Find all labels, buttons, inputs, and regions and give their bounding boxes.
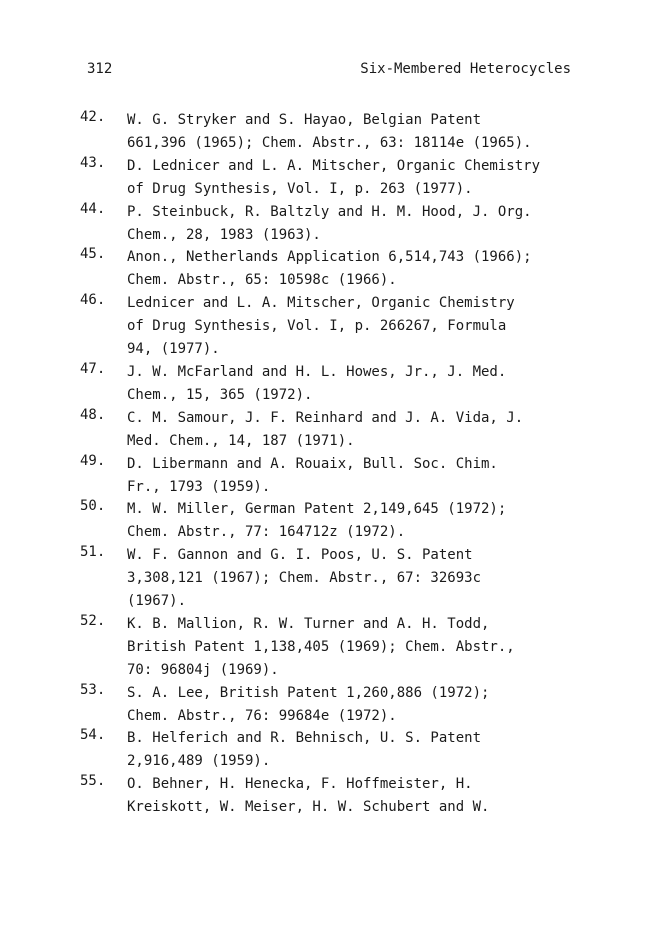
reference-item <box>0 682 651 728</box>
reference-item <box>0 498 651 544</box>
reference-line: 70: 96804j (1969). <box>127 661 279 678</box>
reference-number: 47. <box>80 360 106 377</box>
reference-item <box>0 201 651 247</box>
reference-line: B. Helferich and R. Behnisch, U. S. Patent <box>127 730 482 747</box>
reference-line: Chem. Abstr., 76: 99684e (1972). <box>127 707 397 724</box>
reference-line: of Drug Synthesis, Vol. I, p. 266267, Formula <box>127 318 507 335</box>
reference-text <box>127 498 597 544</box>
reference-text <box>127 155 597 201</box>
reference-text <box>127 613 597 682</box>
reference-text <box>127 246 597 292</box>
running-title: Six-Membered Heterocycles <box>360 61 571 77</box>
reference-line: of Drug Synthesis, Vol. I, p. 263 (1977). <box>127 180 473 197</box>
reference-line: S. A. Lee, British Patent 1,260,886 (1972); <box>127 684 490 701</box>
reference-item <box>0 613 651 682</box>
reference-number: 45. <box>80 246 106 263</box>
reference-line: (1967). <box>127 593 187 610</box>
reference-text <box>127 544 597 613</box>
reference-line: Chem., 15, 365 (1972). <box>127 386 313 403</box>
reference-item <box>0 246 651 292</box>
reference-item <box>0 544 651 613</box>
reference-line: British Patent 1,138,405 (1969); Chem. Abstr., <box>127 638 515 655</box>
reference-line: Anon., Netherlands Application 6,514,743 (1966); <box>127 249 532 266</box>
reference-text <box>127 109 597 155</box>
reference-line: J. W. McFarland and H. L. Howes, Jr., J. Med. <box>127 363 507 380</box>
reference-number: 42. <box>80 109 106 125</box>
reference-number: 55. <box>80 773 106 790</box>
reference-number: 52. <box>80 612 106 629</box>
reference-text <box>127 773 597 819</box>
reference-line: 2,916,489 (1959). <box>127 753 271 770</box>
reference-number: 51. <box>80 544 106 561</box>
reference-line: 661,396 (1965); Chem. Abstr., 63: 18114e (1965). <box>127 134 532 151</box>
reference-text <box>127 682 597 728</box>
reference-line: C. M. Samour, J. F. Reinhard and J. A. Vida, J. <box>127 409 524 426</box>
reference-item <box>0 453 651 499</box>
reference-text <box>127 361 597 407</box>
reference-line: K. B. Mallion, R. W. Turner and A. H. Todd, <box>127 615 490 632</box>
reference-number: 48. <box>80 406 106 423</box>
reference-list <box>0 109 651 819</box>
reference-item <box>0 155 651 201</box>
reference-line: O. Behner, H. Henecka, F. Hoffmeister, H. <box>127 776 473 793</box>
reference-line: M. W. Miller, German Patent 2,149,645 (1972); <box>127 501 507 518</box>
reference-text <box>127 292 597 361</box>
reference-number: 49. <box>80 452 106 469</box>
reference-line: Chem., 28, 1983 (1963). <box>127 226 321 243</box>
reference-line: P. Steinbuck, R. Baltzly and H. M. Hood, J. Org. <box>127 203 532 220</box>
reference-item <box>0 773 651 819</box>
reference-number: 44. <box>80 200 106 217</box>
reference-line: Kreiskott, W. Meiser, H. W. Schubert and W. <box>127 799 490 816</box>
reference-line: Med. Chem., 14, 187 (1971). <box>127 432 355 449</box>
reference-line: D. Libermann and A. Rouaix, Bull. Soc. Chim. <box>127 455 498 472</box>
reference-text <box>127 407 597 453</box>
reference-number: 53. <box>80 681 106 698</box>
reference-text <box>127 727 597 773</box>
page-number: 312 <box>87 61 113 77</box>
reference-line: W. G. Stryker and S. Hayao, Belgian Patent <box>127 112 482 128</box>
reference-line: 3,308,121 (1967); Chem. Abstr., 67: 32693c <box>127 570 482 587</box>
reference-number: 43. <box>80 154 106 171</box>
reference-number: 50. <box>80 498 106 515</box>
page-header <box>0 61 651 81</box>
reference-line: Chem. Abstr., 65: 10598c (1966). <box>127 272 397 289</box>
reference-item <box>0 292 651 361</box>
reference-text <box>127 453 597 499</box>
reference-item <box>0 727 651 773</box>
reference-item <box>0 407 651 453</box>
reference-number: 54. <box>80 727 106 744</box>
reference-line: Fr., 1793 (1959). <box>127 478 271 495</box>
reference-number: 46. <box>80 292 106 309</box>
reference-line: D. Lednicer and L. A. Mitscher, Organic Chemistry <box>127 157 541 174</box>
reference-item <box>0 361 651 407</box>
reference-line: Lednicer and L. A. Mitscher, Organic Chemistry <box>127 295 515 312</box>
reference-line: 94, (1977). <box>127 341 220 358</box>
reference-item <box>0 109 651 155</box>
reference-text <box>127 201 597 247</box>
reference-line: Chem. Abstr., 77: 164712z (1972). <box>127 524 406 541</box>
reference-line: W. F. Gannon and G. I. Poos, U. S. Patent <box>127 547 473 564</box>
